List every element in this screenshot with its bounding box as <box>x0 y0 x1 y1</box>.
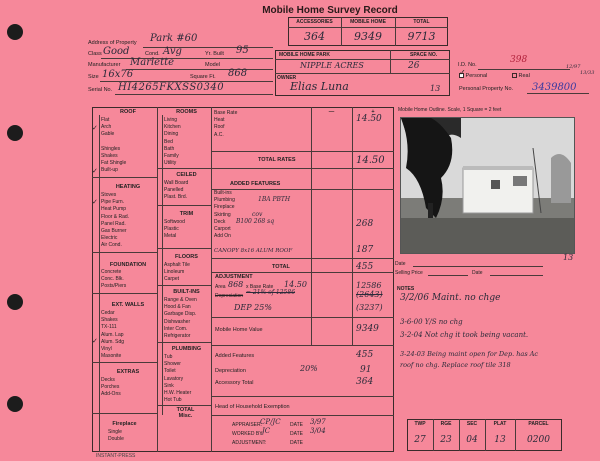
area-result: 12586 <box>356 281 382 290</box>
personal-checkbox[interactable]: ✓ <box>459 68 466 78</box>
binder-hole <box>7 24 23 40</box>
rate-item: Roof <box>214 124 225 131</box>
size-label: Size <box>88 74 99 80</box>
rooms-item: Bath <box>164 145 175 152</box>
floors-list <box>164 262 211 284</box>
model-label: Model <box>205 62 220 68</box>
square-ft-value: 868 <box>228 68 248 79</box>
plumbing-item: Lavatory <box>164 375 184 382</box>
ceiled-list <box>164 180 211 202</box>
depreciation-row-label: Depreciation <box>215 368 246 374</box>
date-label-3: DATE <box>290 440 303 446</box>
trim-item: Plastic <box>164 226 179 233</box>
total-label: TOTAL <box>272 264 290 270</box>
serial-label: Serial No. <box>88 87 113 93</box>
heating-item: Air Cond. <box>101 242 122 249</box>
id-label: I.D. No. <box>458 62 477 68</box>
rooms-item: Family <box>164 152 179 159</box>
plus-column-header: + <box>371 109 375 115</box>
ext-walls-title: EXT. WALLS <box>111 302 145 308</box>
heating-item: Floor & Rad. <box>101 213 130 220</box>
size-value: 16x76 <box>102 69 134 80</box>
brand-mark: INSTANT-PRESS <box>96 453 136 459</box>
ext-walls-item: Vinyl <box>101 345 112 352</box>
form-title: Mobile Home Survey Record <box>262 5 398 16</box>
worked-by-label: WORKED BY: <box>232 431 264 437</box>
floors-title: FLOORS <box>175 254 198 260</box>
roof-list <box>101 117 157 175</box>
space-label: SPACE NO. <box>410 52 438 58</box>
roof-item: Shakes <box>101 152 118 159</box>
built-ins-item: Garbage Disp. <box>164 311 197 318</box>
heating-item: Panel Rad. <box>101 220 126 227</box>
built-ins-title: BUILT-INS <box>173 289 200 295</box>
addon-value: 187 <box>356 245 374 255</box>
parcel-header: SEC <box>466 421 478 427</box>
park-label: MOBILE HOME PARK <box>279 52 331 58</box>
total-features-value: 455 <box>356 262 374 272</box>
trim-item: Metal <box>164 233 177 240</box>
manufacturer-label: Manufacturer <box>88 62 121 68</box>
note-line: 3-2-04 Not chg it took being vacant. <box>400 331 529 339</box>
real-checkbox[interactable] <box>512 73 517 78</box>
rooms-item: Kitchen <box>164 124 181 131</box>
note-line: 3/2/06 Maint. no chge <box>400 293 501 303</box>
rooms-item: Dining <box>164 131 179 138</box>
accessory-total-value: 364 <box>356 377 374 387</box>
plumbing-item: Shower <box>164 361 181 368</box>
roof-title: ROOF <box>120 109 136 115</box>
extras-title: EXTRAS <box>116 369 140 375</box>
notes-label: NOTES <box>397 286 415 292</box>
foundation-item: Conc. Blk. <box>101 276 124 283</box>
heating-list <box>101 192 157 250</box>
address-value: Park #60 <box>150 33 198 44</box>
binder-hole <box>7 396 23 412</box>
ext-walls-list <box>101 310 157 360</box>
outline-label: Mobile Home Outline. Scale, 1 Square = 2 feet <box>398 107 502 113</box>
addon-note: CANOPY 8x16 ALUM ROOF <box>214 248 293 254</box>
rate-item: Base Rate <box>214 110 238 116</box>
pp-no-label: Personal Property No. <box>459 86 514 92</box>
check-mark: ✓ <box>92 168 98 175</box>
heating-item: Stoves <box>101 192 117 198</box>
selling-price-label: Selling Price <box>395 270 423 276</box>
floors-item: Linoleum <box>164 269 185 276</box>
foundation-item: Posts/Piers <box>101 283 127 290</box>
built-ins-item: Refrigerator <box>164 332 191 339</box>
ext-walls-item: Masonite <box>101 353 122 360</box>
parcel-header: PARCEL <box>528 421 549 427</box>
feature-item: Fireplace <box>214 204 235 211</box>
park-value: NIPPLE ACRES <box>300 61 364 70</box>
parcel-value: 23 <box>440 435 452 445</box>
plumbing-item: Sink <box>164 382 174 389</box>
area-value: 868 <box>228 280 244 289</box>
parcel-value: 13 <box>494 435 506 445</box>
fireplace-list <box>108 429 156 443</box>
rooms-item: Utility <box>164 160 177 167</box>
rooms-item: Living <box>164 117 178 123</box>
adjustment-2-label: ADJUSTMENT: <box>232 440 267 446</box>
accessory-total-label: Accessory Total <box>215 380 254 386</box>
date-label-2: DATE <box>290 431 303 437</box>
rooms-list <box>164 117 211 167</box>
photo-number: 13 <box>563 253 574 262</box>
binder-hole <box>7 125 23 141</box>
plumbing-item: Hot Tub <box>164 397 182 404</box>
dep-line-value: (3237) <box>356 303 383 312</box>
roof-item: Flat <box>101 117 110 123</box>
check-mark: ✓ <box>92 199 98 206</box>
id-value: 398 <box>510 55 528 65</box>
mobile-home-value: 9349 <box>354 30 382 43</box>
feature-item: Deck <box>214 218 226 225</box>
plumbing-item: Tub <box>164 354 173 360</box>
date-value-2: 3/04 <box>310 427 326 435</box>
rate-item: A.C. <box>214 131 224 138</box>
added-features-label: ADDED FEATURES <box>230 181 281 187</box>
extras-item: Porches <box>101 384 120 391</box>
cond-label: Cond. <box>145 51 160 57</box>
id-note: 12/97 <box>566 64 581 70</box>
total-rates-value: 14.50 <box>356 155 385 166</box>
base-rate-calc: 14.50 <box>284 280 307 289</box>
fireplace-title: Fireplace <box>112 421 137 427</box>
ceiled-item: Wall Board <box>164 180 189 186</box>
base-rate-value: 14.50 <box>356 114 382 124</box>
header-accessories: ACCESSORIES <box>296 19 333 25</box>
trim-list <box>164 219 211 241</box>
square-ft-label: Square Ft. <box>190 74 216 80</box>
ceiled-title: CEILED <box>176 172 197 178</box>
ceiled-item: Plast. Brd. <box>164 194 188 201</box>
fireplace-item: Double <box>108 436 124 443</box>
note-line: 3-6-00 Y/S no chg <box>400 318 463 326</box>
total-rates-label: TOTAL RATES <box>258 157 296 163</box>
owner-label: OWNER <box>277 75 297 81</box>
extras-item: Add-Ons <box>101 391 121 398</box>
class-label: Class <box>88 51 102 57</box>
depreciation-pct: 20% <box>300 364 318 373</box>
ext-walls-item: Cedar <box>101 310 115 316</box>
yr-built-label: Yr. Built <box>205 51 224 57</box>
built-ins-list <box>164 297 211 340</box>
heating-item: Gas Burner <box>101 227 127 234</box>
header-total: TOTAL <box>413 19 430 25</box>
feature-item: Plumbing <box>214 197 235 204</box>
serial-value: HI4265FKXSS0340 <box>118 82 225 93</box>
note-line: 3-24-03 Being maint open for Dep. has Ac <box>400 350 539 358</box>
extras-item: Decks <box>101 377 115 383</box>
ceiled-item: Panelled <box>164 187 184 194</box>
feature-item: Add On <box>214 233 231 240</box>
parcel-header: PLAT <box>493 421 507 427</box>
plumbing-note: 1BA PBTH <box>258 196 291 203</box>
deck-value: 268 <box>356 219 374 229</box>
added-features-row-label: Added Features <box>215 353 255 359</box>
dep-line: DEP 25% <box>234 303 272 312</box>
foundation-title: FOUNDATION <box>109 262 147 268</box>
id-note-2: 13/33 <box>580 70 595 76</box>
roof-item: Gable <box>101 131 115 138</box>
heating-item: Pipe Furn. <box>101 199 125 206</box>
check-mark: ✓ <box>92 125 98 132</box>
plumbing-item: Toilet <box>164 368 176 375</box>
appraiser-value: CP/JC <box>260 418 281 426</box>
plumbing-title: PLUMBING <box>171 346 202 352</box>
floors-item: Asphalt Tile <box>164 262 190 268</box>
deck-note: B100 268 sq <box>236 218 275 225</box>
fireplace-item: Single <box>108 429 122 435</box>
adjustment-label: ADJUSTMENT <box>215 274 253 280</box>
depreciation-calc: = 21% of 12586 <box>246 289 296 296</box>
feature-item: Carport <box>214 225 231 232</box>
ext-walls-item: TX-111 <box>101 324 117 331</box>
manufacturer-value: Marlette <box>130 57 175 68</box>
binder-hole <box>7 294 23 310</box>
header-mobile-home: MOBILE HOME <box>350 19 386 25</box>
class-value: Good <box>103 46 130 57</box>
roof-item <box>101 139 157 146</box>
mobile-home-value-label: Mobile Home Value <box>215 327 263 333</box>
roof-item: Built-up <box>101 167 118 174</box>
rooms-title: ROOMS <box>176 109 197 115</box>
plumbing-item: H.W. Heater <box>164 389 192 396</box>
area-label: Area <box>215 284 226 290</box>
heating-item: Heat Pump <box>101 206 127 213</box>
trim-title: TRIM <box>179 211 194 217</box>
owner-number: 13 <box>430 84 441 93</box>
roof-item: Arch <box>101 124 112 131</box>
rates-list <box>214 110 311 139</box>
minus-column-header: — <box>328 109 335 115</box>
real-label: Real <box>518 73 530 79</box>
date-value-1: 3/97 <box>310 418 326 426</box>
depreciation-value: (2643) <box>356 290 383 299</box>
heating-item: Electric <box>101 235 118 242</box>
trim-item: Softwood <box>164 219 185 225</box>
date-label-1: DATE <box>290 422 303 428</box>
personal-label: Personal <box>465 73 488 79</box>
address-label: Address of Property <box>88 40 137 46</box>
rooms-item: Bed <box>164 138 173 145</box>
head-household-label: Head of Household Exemption <box>215 404 290 410</box>
personal-option[interactable] <box>459 68 488 80</box>
total-value: 9713 <box>407 30 436 43</box>
pp-no-value: 3439800 <box>532 82 577 93</box>
parcel-value: 04 <box>466 435 478 445</box>
yr-built-value: 95 <box>236 45 249 56</box>
feature-item: Built-ins <box>214 190 232 196</box>
mobile-home-photo-image <box>401 118 574 253</box>
extras-list <box>101 377 157 399</box>
mobile-home-value-amount: 9349 <box>356 324 379 334</box>
date-label: Date <box>395 261 406 267</box>
plumbing-list <box>164 354 211 404</box>
parcel-header: TWP <box>414 421 426 427</box>
added-features-row-value: 455 <box>356 350 374 360</box>
parcel-value: 0200 <box>527 435 550 445</box>
mobile-home-photo <box>400 117 575 254</box>
ext-walls-item: Alum. Lap <box>101 331 124 338</box>
real-option[interactable] <box>512 73 530 80</box>
roof-item: Fat Shingle <box>101 160 127 167</box>
ext-walls-item: Alum. Sdg <box>101 338 125 345</box>
parcel-header: RGE <box>440 421 452 427</box>
date-label-sale: Date <box>472 270 483 276</box>
cond-value: Avg <box>163 46 182 57</box>
roof-item: Shingles <box>101 145 121 152</box>
accessories-value: 364 <box>304 30 325 43</box>
built-ins-item: Hood & Fan <box>164 304 191 311</box>
rate-item: Heat <box>214 117 225 124</box>
appraiser-label: APPRAISER: <box>232 422 263 428</box>
parcel-value: 27 <box>414 435 426 445</box>
built-ins-item: Dishwasher <box>164 318 191 325</box>
check-mark: ✓ <box>92 338 98 345</box>
skirting-note: cov <box>252 211 263 218</box>
floors-item: Carpet <box>164 276 180 283</box>
base-rate-calc-label: x Base Rate <box>246 284 274 290</box>
depreciation-label: Depreciation <box>215 293 244 299</box>
note-line: roof no chg. Replace roof tile 318 <box>400 361 511 369</box>
worked-by-value: JC <box>262 427 271 435</box>
built-ins-item: Inter Com. <box>164 325 188 332</box>
heating-title: HEATING <box>115 184 141 190</box>
owner-value: Elias Luna <box>290 80 349 93</box>
foundation-list <box>101 269 157 291</box>
feature-item: Skirting <box>214 211 231 218</box>
ext-walls-item: Shakes <box>101 317 118 324</box>
depreciation-row-value: 91 <box>360 365 372 375</box>
foundation-item: Concrete <box>101 269 122 275</box>
space-value: 26 <box>408 61 420 71</box>
built-ins-item: Range & Oven <box>164 297 197 303</box>
total-misc-label: TOTAL Misc. <box>176 407 195 419</box>
